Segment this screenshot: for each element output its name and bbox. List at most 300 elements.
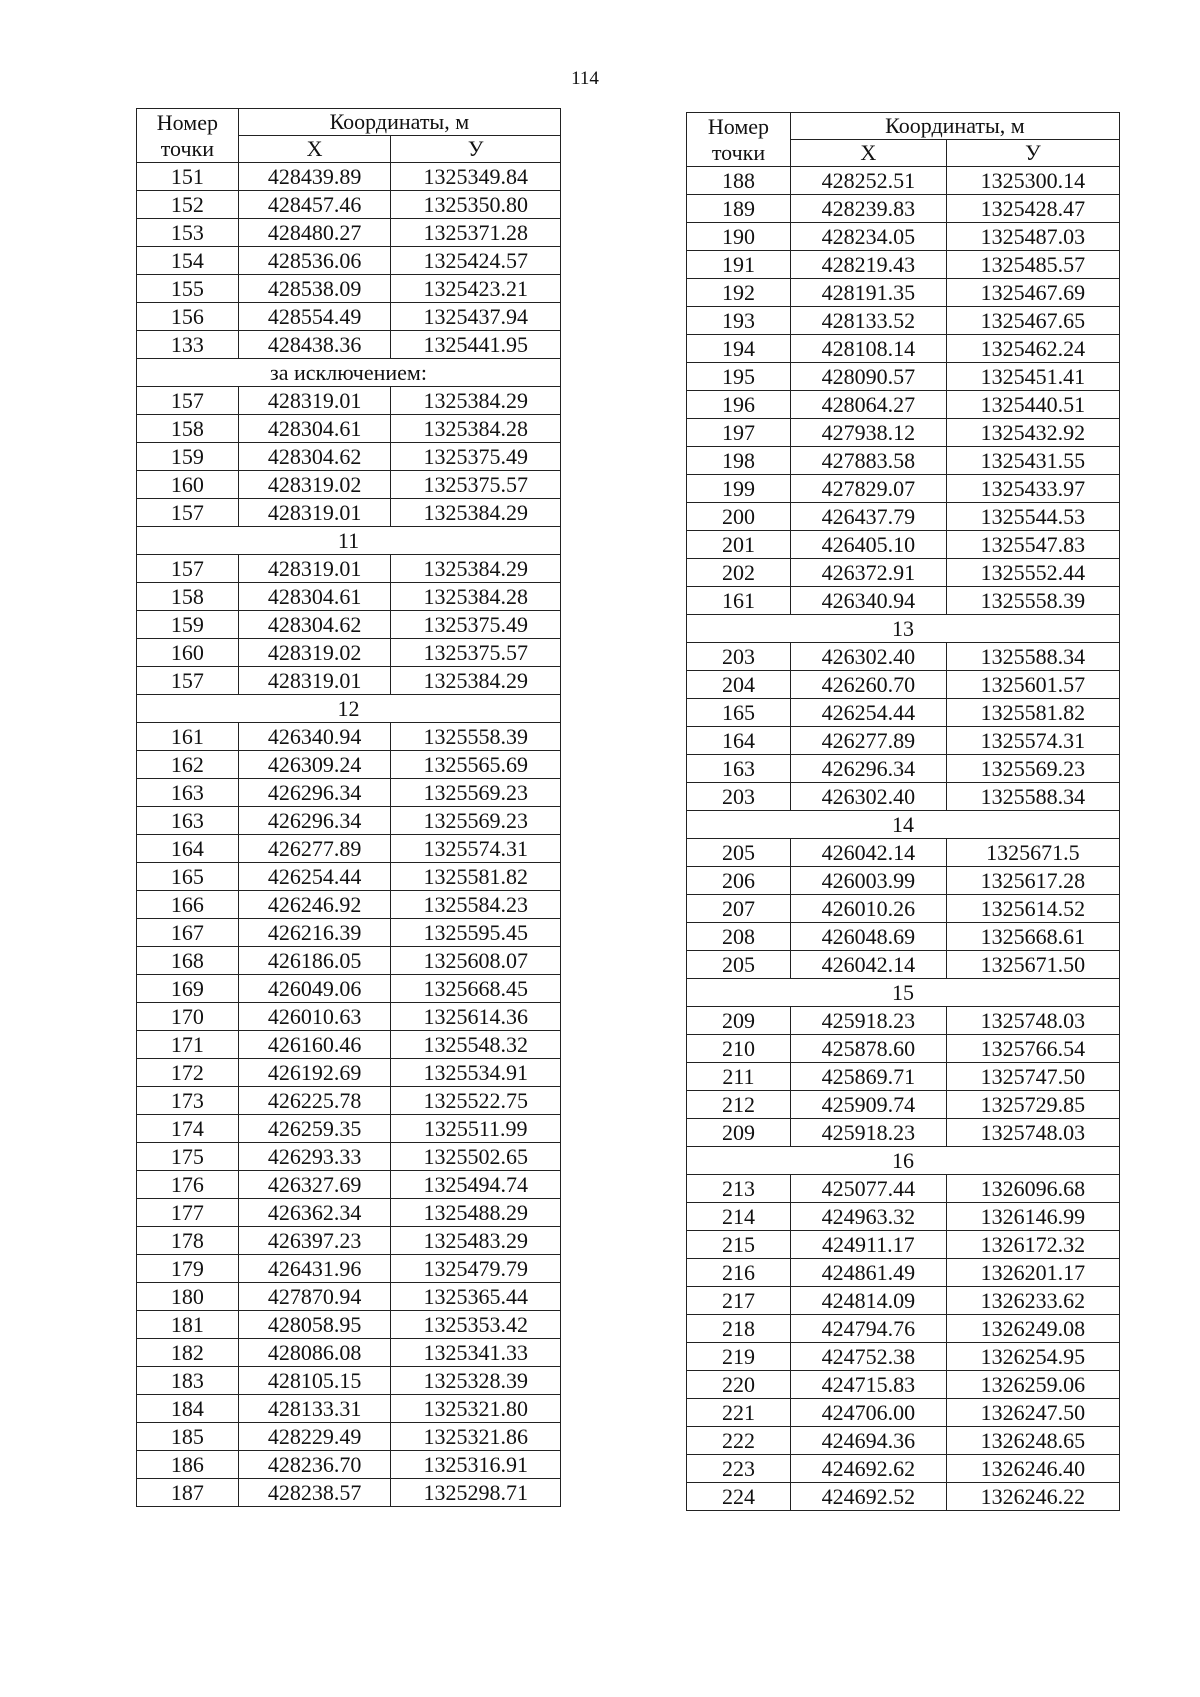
x-coordinate-cell: 426431.96	[238, 1255, 391, 1283]
point-header-line2: точки	[160, 135, 215, 161]
page-number: 114	[571, 68, 599, 89]
x-header: X	[790, 140, 946, 167]
table-row	[137, 555, 561, 583]
y-coordinate-cell: 1325316.91	[391, 1451, 561, 1479]
y-coordinate-cell: 1326201.17	[946, 1259, 1119, 1287]
table-row	[137, 835, 561, 863]
y-coordinate-cell: 1325614.52	[946, 895, 1119, 923]
point-number-header	[687, 113, 791, 167]
point-number-cell: 198	[687, 447, 791, 475]
y-coordinate-cell: 1325384.29	[391, 555, 561, 583]
table-row	[137, 387, 561, 415]
table-row	[137, 1115, 561, 1143]
table-row	[137, 163, 561, 191]
point-number-cell: 223	[687, 1455, 791, 1483]
table-row	[687, 587, 1120, 615]
table-row	[687, 503, 1120, 531]
point-number-cell: 176	[137, 1171, 239, 1199]
point-number-header	[137, 109, 239, 163]
x-coordinate-cell: 424861.49	[790, 1259, 946, 1287]
y-coordinate-cell: 1325487.03	[946, 223, 1119, 251]
point-number-cell: 154	[137, 247, 239, 275]
x-coordinate-cell: 426309.24	[238, 751, 391, 779]
y-coordinate-cell: 1325321.86	[391, 1423, 561, 1451]
point-number-cell: 159	[137, 443, 239, 471]
table-row	[687, 1343, 1120, 1371]
y-coordinate-cell: 1325321.80	[391, 1395, 561, 1423]
table-row	[687, 951, 1120, 979]
x-coordinate-cell: 426340.94	[238, 723, 391, 751]
table-row	[687, 363, 1120, 391]
y-coordinate-cell: 1325601.57	[946, 671, 1119, 699]
point-number-cell: 168	[137, 947, 239, 975]
point-number-cell: 220	[687, 1371, 791, 1399]
section-label: 15	[687, 979, 1120, 1007]
y-coordinate-cell: 1325581.82	[946, 699, 1119, 727]
point-number-cell: 174	[137, 1115, 239, 1143]
point-number-cell: 200	[687, 503, 791, 531]
point-number-cell: 185	[137, 1423, 239, 1451]
point-number-cell: 180	[137, 1283, 239, 1311]
x-coordinate-cell: 428234.05	[790, 223, 946, 251]
y-coordinate-cell: 1325467.65	[946, 307, 1119, 335]
table-row	[687, 867, 1120, 895]
y-coordinate-cell: 1325488.29	[391, 1199, 561, 1227]
table-row	[687, 279, 1120, 307]
y-coordinate-cell: 1325375.49	[391, 443, 561, 471]
table-row	[137, 1479, 561, 1507]
y-coordinate-cell: 1325614.36	[391, 1003, 561, 1031]
y-coordinate-cell: 1325440.51	[946, 391, 1119, 419]
point-number-cell: 162	[137, 751, 239, 779]
x-coordinate-cell: 428304.62	[238, 443, 391, 471]
table-body-right	[687, 167, 1120, 1511]
point-number-cell: 182	[137, 1339, 239, 1367]
point-number-cell: 203	[687, 643, 791, 671]
x-coordinate-cell: 428239.83	[790, 195, 946, 223]
point-number-cell: 177	[137, 1199, 239, 1227]
table-row	[687, 1315, 1120, 1343]
x-coordinate-cell: 425869.71	[790, 1063, 946, 1091]
point-number-cell: 171	[137, 1031, 239, 1059]
table-row	[687, 839, 1120, 867]
y-coordinate-cell: 1325375.57	[391, 471, 561, 499]
point-header-line1: Номер	[707, 113, 770, 139]
table-row	[687, 923, 1120, 951]
x-coordinate-cell: 424911.17	[790, 1231, 946, 1259]
x-coordinate-cell: 424692.52	[790, 1483, 946, 1511]
table-row	[687, 391, 1120, 419]
y-coordinate-cell: 1325748.03	[946, 1007, 1119, 1035]
y-coordinate-cell: 1325467.69	[946, 279, 1119, 307]
table-body-left	[137, 163, 561, 1507]
y-coordinate-cell: 1325552.44	[946, 559, 1119, 587]
table-row	[687, 1091, 1120, 1119]
table-row	[687, 1427, 1120, 1455]
x-coordinate-cell: 428319.02	[238, 639, 391, 667]
y-coordinate-cell: 1325432.92	[946, 419, 1119, 447]
section-label: 11	[137, 527, 561, 555]
y-coordinate-cell: 1325558.39	[946, 587, 1119, 615]
y-coordinate-cell: 1325384.28	[391, 415, 561, 443]
x-coordinate-cell: 426254.44	[238, 863, 391, 891]
coordinates-header: Координаты, м	[790, 113, 1119, 140]
y-coordinate-cell: 1325384.28	[391, 583, 561, 611]
y-coordinate-cell: 1325544.53	[946, 503, 1119, 531]
table-row	[137, 499, 561, 527]
y-coordinate-cell: 1325729.85	[946, 1091, 1119, 1119]
table-row	[137, 723, 561, 751]
table-row	[137, 1311, 561, 1339]
point-header-line2: точки	[711, 139, 766, 165]
section-label: 14	[687, 811, 1120, 839]
x-coordinate-cell: 426405.10	[790, 531, 946, 559]
table-row	[687, 1231, 1120, 1259]
table-row	[137, 583, 561, 611]
section-label: 12	[137, 695, 561, 723]
x-coordinate-cell: 426302.40	[790, 643, 946, 671]
table-row	[137, 1227, 561, 1255]
x-coordinate-cell: 428480.27	[238, 219, 391, 247]
x-coordinate-cell: 424794.76	[790, 1315, 946, 1343]
y-coordinate-cell: 1325479.79	[391, 1255, 561, 1283]
point-number-cell: 224	[687, 1483, 791, 1511]
point-number-cell: 196	[687, 391, 791, 419]
y-coordinate-cell: 1325384.29	[391, 387, 561, 415]
table-row	[137, 611, 561, 639]
y-coordinate-cell: 1326259.06	[946, 1371, 1119, 1399]
point-number-cell: 207	[687, 895, 791, 923]
x-coordinate-cell: 428319.01	[238, 667, 391, 695]
point-number-cell: 178	[137, 1227, 239, 1255]
point-number-cell: 205	[687, 951, 791, 979]
x-coordinate-cell: 426216.39	[238, 919, 391, 947]
y-coordinate-cell: 1326249.08	[946, 1315, 1119, 1343]
table-row	[687, 1203, 1120, 1231]
table-row	[137, 1199, 561, 1227]
table-row	[137, 779, 561, 807]
point-number-cell: 173	[137, 1087, 239, 1115]
point-number-cell: 188	[687, 167, 791, 195]
point-number-cell: 163	[687, 755, 791, 783]
y-coordinate-cell: 1325522.75	[391, 1087, 561, 1115]
y-coordinate-cell: 1325494.74	[391, 1171, 561, 1199]
table-row	[137, 1031, 561, 1059]
section-row	[687, 979, 1120, 1007]
table-row	[137, 1087, 561, 1115]
point-number-cell: 201	[687, 531, 791, 559]
table-row	[137, 247, 561, 275]
point-number-cell: 199	[687, 475, 791, 503]
x-coordinate-cell: 426003.99	[790, 867, 946, 895]
point-number-cell: 184	[137, 1395, 239, 1423]
table-row	[137, 919, 561, 947]
y-coordinate-cell: 1325365.44	[391, 1283, 561, 1311]
point-number-cell: 179	[137, 1255, 239, 1283]
table-row	[687, 1455, 1120, 1483]
table-row	[137, 1003, 561, 1031]
y-coordinate-cell: 1325668.45	[391, 975, 561, 1003]
point-number-cell: 210	[687, 1035, 791, 1063]
x-coordinate-cell: 428554.49	[238, 303, 391, 331]
x-coordinate-cell: 426296.34	[238, 807, 391, 835]
x-coordinate-cell: 428439.89	[238, 163, 391, 191]
y-coordinate-cell: 1325375.49	[391, 611, 561, 639]
point-number-cell: 216	[687, 1259, 791, 1287]
x-coordinate-cell: 428219.43	[790, 251, 946, 279]
x-coordinate-cell: 424706.00	[790, 1399, 946, 1427]
point-number-cell: 214	[687, 1203, 791, 1231]
table-row	[687, 223, 1120, 251]
x-coordinate-cell: 428304.62	[238, 611, 391, 639]
x-coordinate-cell: 426260.70	[790, 671, 946, 699]
y-coordinate-cell: 1325574.31	[946, 727, 1119, 755]
table-row	[137, 1367, 561, 1395]
table-row	[687, 1175, 1120, 1203]
table-row	[137, 1255, 561, 1283]
x-coordinate-cell: 428238.57	[238, 1479, 391, 1507]
x-coordinate-cell: 426372.91	[790, 559, 946, 587]
x-coordinate-cell: 428319.02	[238, 471, 391, 499]
y-coordinate-cell: 1325747.50	[946, 1063, 1119, 1091]
point-number-cell: 195	[687, 363, 791, 391]
table-row	[687, 643, 1120, 671]
point-number-cell: 217	[687, 1287, 791, 1315]
y-coordinate-cell: 1325341.33	[391, 1339, 561, 1367]
x-coordinate-cell: 425918.23	[790, 1007, 946, 1035]
table-row	[687, 699, 1120, 727]
point-number-cell: 159	[137, 611, 239, 639]
y-coordinate-cell: 1325433.97	[946, 475, 1119, 503]
y-coordinate-cell: 1325384.29	[391, 667, 561, 695]
section-row	[687, 1147, 1120, 1175]
x-coordinate-cell: 427938.12	[790, 419, 946, 447]
table-row	[137, 975, 561, 1003]
point-number-cell: 164	[687, 727, 791, 755]
y-coordinate-cell: 1325431.55	[946, 447, 1119, 475]
table-row	[687, 1007, 1120, 1035]
point-number-cell: 202	[687, 559, 791, 587]
point-number-cell: 165	[137, 863, 239, 891]
y-coordinate-cell: 1325371.28	[391, 219, 561, 247]
table-row	[687, 1035, 1120, 1063]
y-coordinate-cell: 1325671.50	[946, 951, 1119, 979]
point-number-cell: 203	[687, 783, 791, 811]
y-coordinate-cell: 1325441.95	[391, 331, 561, 359]
point-number-cell: 158	[137, 415, 239, 443]
x-coordinate-cell: 426246.92	[238, 891, 391, 919]
y-coordinate-cell: 1325349.84	[391, 163, 561, 191]
y-coordinate-cell: 1325511.99	[391, 1115, 561, 1143]
x-coordinate-cell: 426277.89	[238, 835, 391, 863]
table-row	[137, 1339, 561, 1367]
point-number-cell: 157	[137, 387, 239, 415]
section-label: за исключением:	[137, 359, 561, 387]
point-number-cell: 192	[687, 279, 791, 307]
x-coordinate-cell: 428108.14	[790, 335, 946, 363]
section-label: 13	[687, 615, 1120, 643]
y-coordinate-cell: 1325485.57	[946, 251, 1119, 279]
y-coordinate-cell: 1325766.54	[946, 1035, 1119, 1063]
table-row	[137, 1059, 561, 1087]
point-number-cell: 221	[687, 1399, 791, 1427]
x-coordinate-cell: 426192.69	[238, 1059, 391, 1087]
y-coordinate-cell: 1325462.24	[946, 335, 1119, 363]
x-coordinate-cell: 426010.26	[790, 895, 946, 923]
point-number-cell: 206	[687, 867, 791, 895]
x-coordinate-cell: 428319.01	[238, 499, 391, 527]
y-coordinate-cell: 1325350.80	[391, 191, 561, 219]
point-number-cell: 153	[137, 219, 239, 247]
y-coordinate-cell: 1325424.57	[391, 247, 561, 275]
x-coordinate-cell: 427883.58	[790, 447, 946, 475]
table-row	[687, 1483, 1120, 1511]
point-header-line1: Номер	[156, 109, 218, 135]
y-coordinate-cell: 1325569.23	[391, 779, 561, 807]
x-coordinate-cell: 426042.14	[790, 951, 946, 979]
section-row	[687, 615, 1120, 643]
point-number-cell: 193	[687, 307, 791, 335]
point-number-cell: 166	[137, 891, 239, 919]
y-header: У	[946, 140, 1119, 167]
coordinates-table-right	[686, 112, 1120, 1511]
section-row	[137, 359, 561, 387]
point-number-cell: 157	[137, 555, 239, 583]
table-row	[687, 1119, 1120, 1147]
x-coordinate-cell: 428252.51	[790, 167, 946, 195]
point-number-cell: 165	[687, 699, 791, 727]
table-row	[687, 895, 1120, 923]
y-coordinate-cell: 1326246.40	[946, 1455, 1119, 1483]
y-header: У	[391, 136, 561, 163]
section-row	[137, 695, 561, 723]
table-row	[687, 1287, 1120, 1315]
table-row	[687, 671, 1120, 699]
table-row	[137, 667, 561, 695]
y-coordinate-cell: 1325558.39	[391, 723, 561, 751]
x-coordinate-cell: 425077.44	[790, 1175, 946, 1203]
x-coordinate-cell: 428064.27	[790, 391, 946, 419]
x-coordinate-cell: 428191.35	[790, 279, 946, 307]
table-row	[137, 443, 561, 471]
x-coordinate-cell: 424715.83	[790, 1371, 946, 1399]
x-coordinate-cell: 426277.89	[790, 727, 946, 755]
x-coordinate-cell: 428133.31	[238, 1395, 391, 1423]
table-row	[137, 947, 561, 975]
y-coordinate-cell: 1326248.65	[946, 1427, 1119, 1455]
point-number-cell: 215	[687, 1231, 791, 1259]
point-number-cell: 197	[687, 419, 791, 447]
y-coordinate-cell: 1325384.29	[391, 499, 561, 527]
y-coordinate-cell: 1325581.82	[391, 863, 561, 891]
point-number-cell: 204	[687, 671, 791, 699]
y-coordinate-cell: 1325595.45	[391, 919, 561, 947]
x-coordinate-cell: 426186.05	[238, 947, 391, 975]
point-number-cell: 191	[687, 251, 791, 279]
point-number-cell: 218	[687, 1315, 791, 1343]
table-row	[687, 1399, 1120, 1427]
y-coordinate-cell: 1325300.14	[946, 167, 1119, 195]
table-row	[137, 639, 561, 667]
table-row	[687, 307, 1120, 335]
y-coordinate-cell: 1325574.31	[391, 835, 561, 863]
table-row	[137, 219, 561, 247]
y-coordinate-cell: 1325353.42	[391, 1311, 561, 1339]
point-number-cell: 183	[137, 1367, 239, 1395]
point-number-cell: 161	[687, 587, 791, 615]
point-number-cell: 209	[687, 1119, 791, 1147]
point-number-cell: 205	[687, 839, 791, 867]
point-number-cell: 161	[137, 723, 239, 751]
x-coordinate-cell: 428438.36	[238, 331, 391, 359]
table-row	[137, 415, 561, 443]
table-row	[137, 891, 561, 919]
x-coordinate-cell: 426327.69	[238, 1171, 391, 1199]
x-coordinate-cell: 426397.23	[238, 1227, 391, 1255]
table-row	[687, 755, 1120, 783]
section-row	[137, 527, 561, 555]
x-coordinate-cell: 428090.57	[790, 363, 946, 391]
point-number-cell: 170	[137, 1003, 239, 1031]
point-number-cell: 189	[687, 195, 791, 223]
point-number-cell: 152	[137, 191, 239, 219]
table-row	[137, 471, 561, 499]
point-number-cell: 172	[137, 1059, 239, 1087]
y-coordinate-cell: 1326172.32	[946, 1231, 1119, 1259]
y-coordinate-cell: 1325569.23	[391, 807, 561, 835]
table-row	[137, 1171, 561, 1199]
table-row	[687, 195, 1120, 223]
table-row	[687, 727, 1120, 755]
point-number-cell: 157	[137, 667, 239, 695]
point-number-cell: 213	[687, 1175, 791, 1203]
point-number-cell: 167	[137, 919, 239, 947]
table-row	[137, 1283, 561, 1311]
table-row	[687, 447, 1120, 475]
point-number-cell: 212	[687, 1091, 791, 1119]
x-coordinate-cell: 424752.38	[790, 1343, 946, 1371]
x-coordinate-cell: 426302.40	[790, 783, 946, 811]
section-row	[687, 811, 1120, 839]
y-coordinate-cell: 1325588.34	[946, 783, 1119, 811]
y-coordinate-cell: 1325668.61	[946, 923, 1119, 951]
point-number-cell: 175	[137, 1143, 239, 1171]
y-coordinate-cell: 1326254.95	[946, 1343, 1119, 1371]
y-coordinate-cell: 1325569.23	[946, 755, 1119, 783]
x-coordinate-cell: 428304.61	[238, 583, 391, 611]
x-coordinate-cell: 424963.32	[790, 1203, 946, 1231]
y-coordinate-cell: 1326233.62	[946, 1287, 1119, 1315]
x-coordinate-cell: 427870.94	[238, 1283, 391, 1311]
x-coordinate-cell: 428105.15	[238, 1367, 391, 1395]
y-coordinate-cell: 1325584.23	[391, 891, 561, 919]
table-row	[687, 559, 1120, 587]
coordinates-header: Координаты, м	[238, 109, 560, 136]
y-coordinate-cell: 1325437.94	[391, 303, 561, 331]
y-coordinate-cell: 1325671.5	[946, 839, 1119, 867]
x-coordinate-cell: 426225.78	[238, 1087, 391, 1115]
x-coordinate-cell: 426293.33	[238, 1143, 391, 1171]
y-coordinate-cell: 1325428.47	[946, 195, 1119, 223]
x-coordinate-cell: 428236.70	[238, 1451, 391, 1479]
point-number-cell: 211	[687, 1063, 791, 1091]
point-number-cell: 209	[687, 1007, 791, 1035]
x-coordinate-cell: 426049.06	[238, 975, 391, 1003]
point-number-cell: 208	[687, 923, 791, 951]
x-coordinate-cell: 425909.74	[790, 1091, 946, 1119]
x-coordinate-cell: 426042.14	[790, 839, 946, 867]
y-coordinate-cell: 1325588.34	[946, 643, 1119, 671]
